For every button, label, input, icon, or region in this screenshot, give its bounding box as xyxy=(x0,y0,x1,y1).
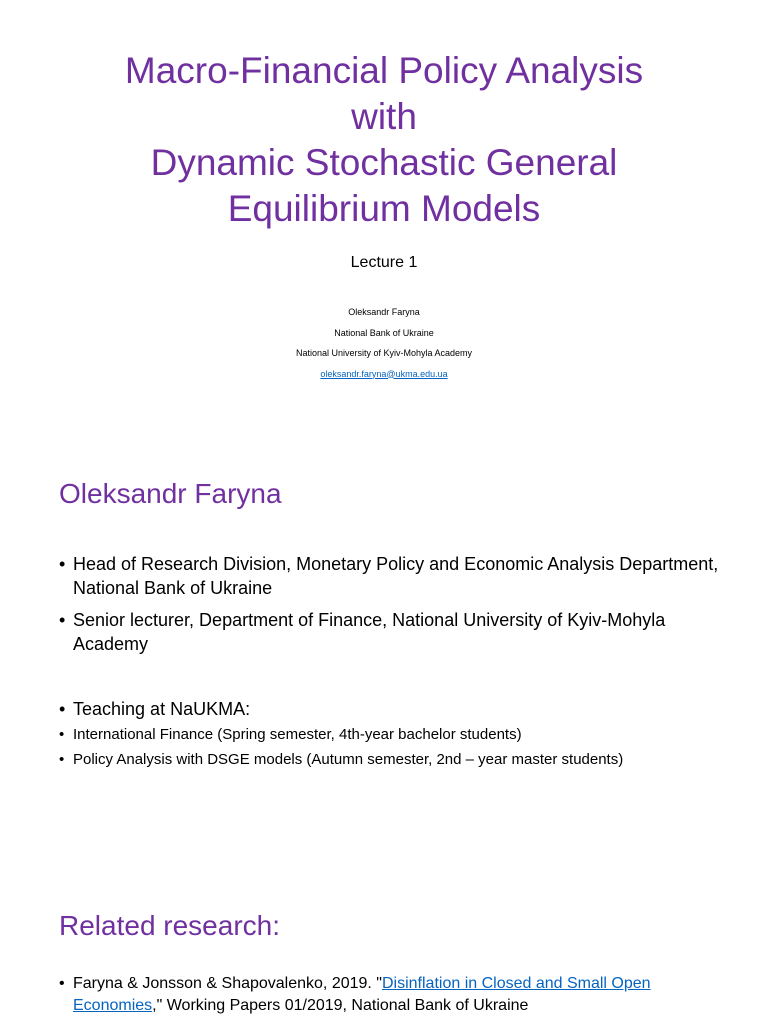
author-name: Oleksandr Faryna xyxy=(348,307,420,317)
lecture-title xyxy=(0,48,768,232)
title-line: with xyxy=(351,96,417,137)
affiliation-naukma: National University of Kyiv-Mohyla Academy xyxy=(295,348,473,358)
title-line: Dynamic Stochastic General xyxy=(150,142,618,183)
bullet-list xyxy=(59,552,719,600)
affiliation-nbu: National Bank of Ukraine xyxy=(334,327,434,338)
research-suffix: ," Working Papers 01/2019, National Bank of Ukraine xyxy=(152,997,529,1014)
title-line: Macro-Financial Policy Analysis xyxy=(124,50,644,91)
bullet-list xyxy=(59,697,719,721)
title-slide xyxy=(0,0,768,400)
teaching-sublist xyxy=(59,725,719,775)
research-prefix: Faryna & Jonsson & Shapovalenko, 2019. " xyxy=(73,975,382,992)
lecture-subtitle: Lecture 1 xyxy=(350,254,418,271)
teaching-item: • Policy Analysis with DSGE models (Autumn semester, 2nd – year master students) xyxy=(59,750,719,770)
title-line: Equilibrium Models xyxy=(227,188,541,229)
bullet-item: • Teaching at NaUKMA: xyxy=(59,697,719,721)
author-info xyxy=(0,302,768,384)
bullet-item: • Head of Research Division, Monetary Policy and Economic Analysis Department, National Bank of Ukraine xyxy=(59,552,719,600)
paper-link[interactable]: Disinflation in Closed and Small Open Economies xyxy=(73,975,651,1014)
bullet-item: • Senior lecturer, Department of Finance, National University of Kyiv-Mohyla Academy xyxy=(59,608,719,656)
author-heading: Oleksandr Faryna xyxy=(59,478,282,509)
bullet-list xyxy=(59,608,719,656)
research-item xyxy=(59,973,719,1017)
teaching-item: • International Finance (Spring semester, 4th-year bachelor students) xyxy=(59,725,719,745)
email-link[interactable]: oleksandr.faryna@ukma.edu.ua xyxy=(320,368,448,379)
research-list xyxy=(59,973,719,1017)
related-research-heading: Related research: xyxy=(59,910,281,941)
